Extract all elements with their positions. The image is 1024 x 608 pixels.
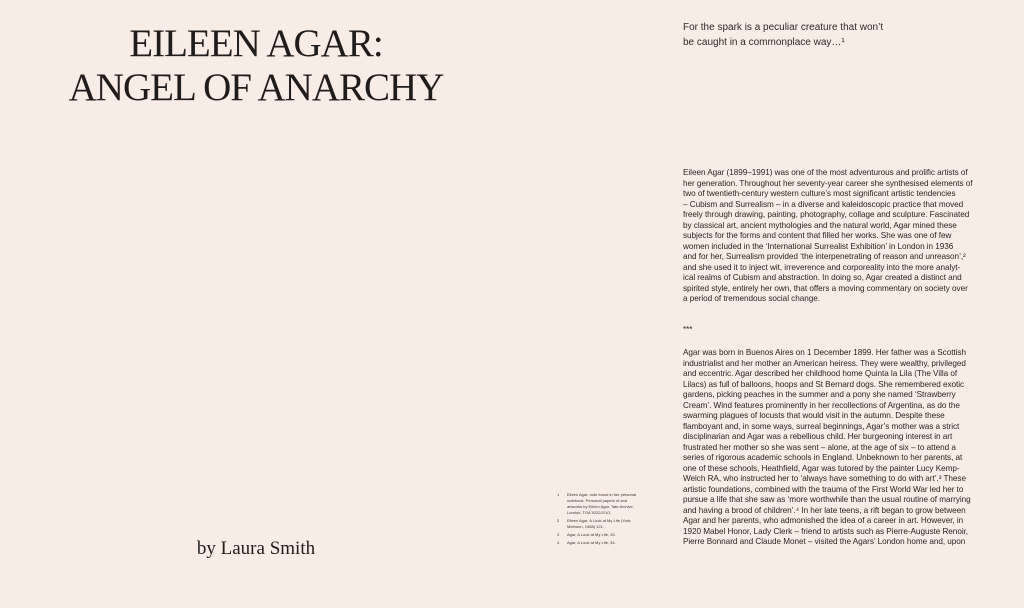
text-line: ical realms of Cubism and abstraction. In doing so, Agar created a distinct and	[683, 273, 962, 282]
paragraph-intro	[683, 168, 983, 305]
page-title	[0, 22, 512, 110]
text-line: disciplinarian and Agar was a rebellious child. Her burgeoning interest in art	[683, 432, 953, 441]
epigraph	[683, 20, 983, 50]
footnote-line: artworks by Eileen Agar, Tate Archive,	[567, 504, 634, 509]
text-line: women included in the ‘International Surrealist Exhibition’ in London in 1936	[683, 241, 954, 251]
footnote-number: 2	[557, 518, 560, 523]
text-line: spirited style, entirely her own, that offers a moving commentary on society over	[683, 283, 968, 293]
text-line: Eileen Agar (1899–1991) was one of the most adventurous and prolific artists of	[683, 168, 968, 177]
paragraph-biography	[683, 348, 983, 548]
epigraph-line: For the spark is a peculiar creature that won’t	[683, 22, 884, 33]
text-line: 1920 Mabel Honor, Lady Clerk – friend to artists such as Pierre-Auguste Renoir,	[683, 526, 969, 536]
text-line: Welch RA, who instructed her to ‘always have something to do with art’.³ These	[683, 474, 966, 483]
title-line: ANGEL OF ANARCHY	[68, 66, 444, 109]
text-line: series of rigorous academic schools in England. Unbeknown to her parents, at	[683, 453, 963, 462]
footnote-line: Methuen, 1988) 121.	[567, 524, 604, 529]
text-line: flamboyant and, in some ways, surreal beginnings, Agar’s mother was a strict	[683, 421, 960, 431]
text-line: and she used it to inject wit, irreverence and corporeality into the more analyt-	[683, 262, 961, 272]
footnote-line: Eileen Agar, A Look at My Life (York:	[567, 518, 632, 523]
footnote-number: 1	[557, 492, 560, 497]
text-line: industrialist and her mother an American heiress. They were wealthy, privileged	[683, 358, 966, 368]
text-line: by classical art, ancient mythologies and the natural world, Agar mined these	[683, 220, 957, 230]
text-line: subjects for the forms and content that filled her works. She was one of few	[683, 231, 952, 240]
footnote-text	[567, 492, 667, 516]
footnotes	[557, 492, 667, 548]
footnote-line: Eileen Agar, note found in her personal	[567, 492, 636, 497]
footnote	[557, 540, 667, 546]
footnote-line: London, TGA 9222/2/1/1.	[567, 510, 612, 515]
text-line: her generation. Throughout her seventy-year career she synthesised elements of	[683, 178, 973, 188]
footnote-text	[567, 518, 667, 530]
footnote-text	[567, 532, 667, 538]
text-line: one of these schools, Heathfield, Agar was tutored by the painter Lucy Kemp-	[683, 463, 960, 473]
title-line: EILEEN AGAR:	[129, 22, 383, 65]
text-line: artistic foundations, combined with the trauma of the First World War led her to	[683, 484, 964, 494]
footnote-line: Agar, A Look at My Life, 26.	[567, 532, 616, 537]
footnote-number: 3	[557, 532, 560, 537]
text-line: freely through drawing, painting, photography, collage and sculpture. Fascinated	[683, 210, 970, 219]
text-line: – Cubism and Surrealism – in a diverse and kaleidoscopic practice that moved	[683, 199, 964, 209]
text-line: swarming plagues of locusts that would visit in the autumn. Despite these	[683, 411, 945, 420]
text-line: and for her, Surrealism provided ‘the interpenetrating of reason and unreason’,²	[683, 252, 966, 261]
footnote-number: 4	[557, 540, 560, 545]
footnote-text	[567, 540, 667, 546]
footnote	[557, 492, 667, 516]
text-line: Pierre Bonnard and Claude Monet – visited the Agars’ London home and, upon	[683, 537, 966, 546]
footnote	[557, 518, 667, 530]
epigraph-line: be caught in a commonplace way…¹	[683, 37, 845, 48]
text-line: and having a brood of children’.⁴ In her late teens, a rift began to grow between	[683, 505, 966, 515]
text-line: and eccentric. Agar described her childhood home Quinta la Lila (The Villa of	[683, 369, 958, 378]
text-line: Agar was born in Buenos Aires on 1 December 1899. Her father was a Scottish	[683, 348, 966, 357]
footnote-line: Agar, A Look at My Life, 34.	[567, 540, 616, 545]
text-line: frustrated her mother so she was sent – alone, at the age of six – to attend a	[683, 442, 956, 452]
text-line: pursue a life that she saw as ‘more worthwhile than the usual routine of marrying	[683, 495, 971, 504]
text-line: two of twentieth-century western culture’s most significant artistic tendencies	[683, 189, 956, 198]
text-line: Cream’. Wind features prominently in her recollections of Argentina, as do the	[683, 400, 960, 410]
text-line: a period of tremendous social change.	[683, 294, 820, 303]
text-line: gardens, picking peaches in the summer and a pony she named ‘Strawberry	[683, 390, 956, 399]
section-separator: ***	[683, 325, 693, 334]
text-line: Agar and her parents, who admonished the idea of a career in art. However, in	[683, 516, 964, 525]
footnote-line: notebook. Personal papers of and	[567, 498, 628, 503]
footnote	[557, 532, 667, 538]
author-byline: by Laura Smith	[196, 538, 316, 559]
text-line: Lilacs) as full of balloons, hoops and St Bernard dogs. She remembered exotic	[683, 379, 965, 389]
